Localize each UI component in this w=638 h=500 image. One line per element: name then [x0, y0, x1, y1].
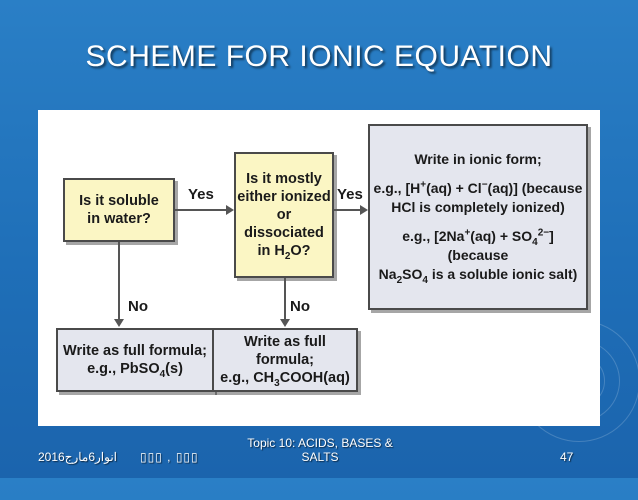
- soluble-line-2: in water?: [87, 211, 151, 227]
- ionic-example-2: e.g., $[2Na^+(aq) + SO_4^{2-}]$ (because: [402, 227, 554, 263]
- arrowhead-no-2: [280, 319, 290, 327]
- soluble-line-1: Is it soluble: [79, 193, 159, 209]
- slide-title: SCHEME FOR IONIC EQUATION: [85, 40, 553, 73]
- ionic-example-1-note: HCl is completely ionized): [391, 199, 565, 215]
- no-label-2: No: [290, 298, 310, 315]
- full-formula-box-1: [56, 328, 214, 392]
- yes-label-2: Yes: [337, 186, 363, 203]
- arrowhead-no-1: [114, 319, 124, 327]
- soluble-question-box: [63, 178, 175, 242]
- arrow-yes-1: [175, 209, 226, 211]
- ionized-line-3: or dissociated: [244, 207, 324, 241]
- full-formula-1-heading: Write as full formula;: [63, 343, 207, 359]
- yes-label-1: Yes: [188, 186, 214, 203]
- ionic-example-2-note: $Na_2SO_4$ is a soluble ionic salt): [378, 266, 578, 286]
- ionized-line-1: Is it mostly: [246, 171, 322, 187]
- arrow-no-2: [284, 278, 286, 320]
- full-formula-2-example: e.g., $CH_3COOH(aq)$: [220, 370, 350, 389]
- full-formula-2-heading: Write as full formula;: [244, 334, 326, 368]
- ionic-form-heading: Write in ionic form;: [414, 151, 542, 167]
- ionized-question-box: [234, 152, 334, 278]
- footer-topic: [235, 436, 405, 464]
- flowchart-panel: [38, 110, 600, 426]
- page-number: 47: [560, 450, 574, 464]
- ionic-form-box: [368, 124, 588, 310]
- ionized-line-2: either ionized: [237, 189, 331, 205]
- footer-topic-line-2: SALTS: [301, 450, 339, 464]
- footer-date: انوار6مارج2016: [38, 450, 118, 464]
- ionic-example-1: e.g., [H+(aq) + Cl−(aq)] (because: [373, 179, 583, 196]
- arrowhead-yes-1: [226, 205, 234, 215]
- full-formula-box-2: [212, 328, 358, 392]
- arrow-no-1: [118, 242, 120, 320]
- no-label-1: No: [128, 298, 148, 315]
- ionized-line-4: in $H_2O$?: [257, 243, 311, 262]
- full-formula-1-example: e.g., PbSO$_4$(s): [87, 361, 183, 380]
- footer-topic-line-1: Topic 10: ACIDS, BASES &: [247, 436, 393, 450]
- arrowhead-yes-2: [360, 205, 368, 215]
- arrow-yes-2: [334, 209, 360, 211]
- footer-glyphs: ▯▯▯ , ▯▯▯: [140, 450, 199, 464]
